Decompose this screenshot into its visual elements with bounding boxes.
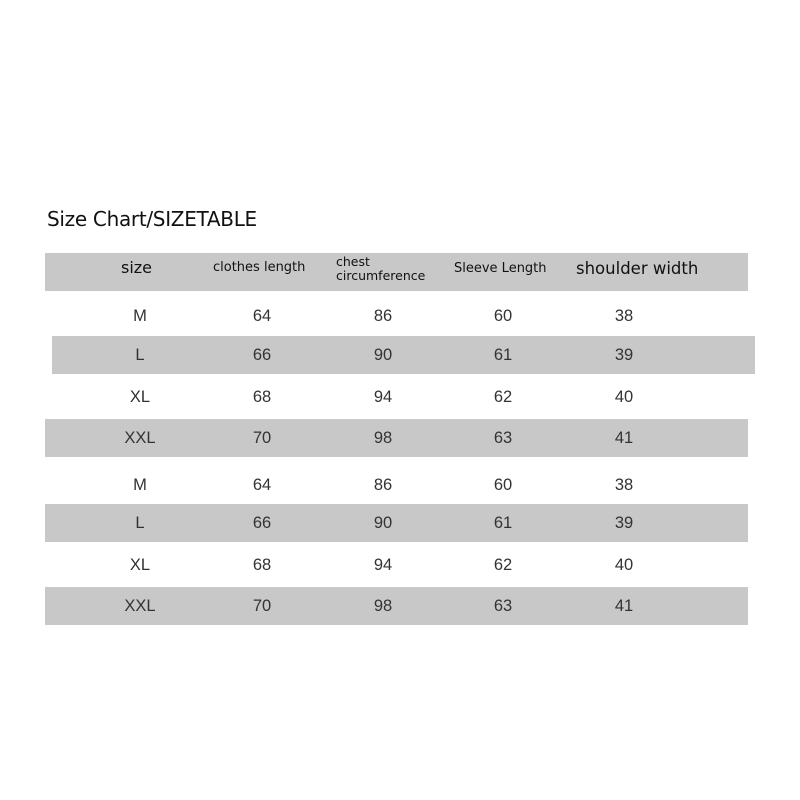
cell-sleeve: 63 <box>493 597 513 615</box>
cell-clothes-length: 64 <box>252 476 272 494</box>
header-chest-circumference <box>336 255 425 283</box>
page-title: Size Chart/SIZETABLE <box>47 207 257 231</box>
table-row <box>45 378 748 416</box>
cell-sleeve: 61 <box>493 346 513 364</box>
cell-shoulder: 41 <box>614 597 634 615</box>
table-row <box>45 466 748 504</box>
cell-chest: 90 <box>373 346 393 364</box>
cell-sleeve: 62 <box>493 556 513 574</box>
cell-size: XXL <box>124 429 156 447</box>
header-shoulder-width: shoulder width <box>576 259 699 278</box>
cell-clothes-length: 66 <box>252 346 272 364</box>
table-row <box>45 504 748 542</box>
table-row <box>45 297 748 335</box>
cell-clothes-length: 70 <box>252 429 272 447</box>
cell-size: XXL <box>124 597 156 615</box>
cell-shoulder: 40 <box>614 388 634 406</box>
cell-size: M <box>133 476 147 494</box>
cell-size: XL <box>129 556 151 574</box>
cell-clothes-length: 64 <box>252 307 272 325</box>
cell-chest: 94 <box>373 556 393 574</box>
header-size: size <box>121 258 153 277</box>
table-row <box>52 336 755 374</box>
table-row <box>45 587 748 625</box>
table-row <box>45 546 748 584</box>
cell-size: L <box>135 514 145 532</box>
cell-sleeve: 60 <box>493 307 513 325</box>
header-chest-line1: chest <box>336 254 370 269</box>
cell-shoulder: 39 <box>614 514 634 532</box>
cell-sleeve: 61 <box>493 514 513 532</box>
cell-size: L <box>135 346 145 364</box>
cell-sleeve: 63 <box>493 429 513 447</box>
cell-chest: 98 <box>373 597 393 615</box>
cell-sleeve: 62 <box>493 388 513 406</box>
cell-size: XL <box>129 388 151 406</box>
cell-clothes-length: 68 <box>252 556 272 574</box>
cell-chest: 98 <box>373 429 393 447</box>
cell-size: M <box>133 307 147 325</box>
cell-shoulder: 39 <box>614 346 634 364</box>
cell-sleeve: 60 <box>493 476 513 494</box>
cell-shoulder: 40 <box>614 556 634 574</box>
cell-clothes-length: 70 <box>252 597 272 615</box>
table-row <box>45 419 748 457</box>
cell-clothes-length: 66 <box>252 514 272 532</box>
cell-clothes-length: 68 <box>252 388 272 406</box>
cell-shoulder: 38 <box>614 307 634 325</box>
cell-shoulder: 38 <box>614 476 634 494</box>
cell-chest: 86 <box>373 307 393 325</box>
table-header <box>45 253 748 291</box>
header-clothes-length: clothes length <box>213 260 306 275</box>
cell-chest: 90 <box>373 514 393 532</box>
cell-shoulder: 41 <box>614 429 634 447</box>
header-sleeve-length: Sleeve Length <box>454 261 547 276</box>
cell-chest: 86 <box>373 476 393 494</box>
cell-chest: 94 <box>373 388 393 406</box>
header-chest-line2: circumference <box>336 268 426 283</box>
